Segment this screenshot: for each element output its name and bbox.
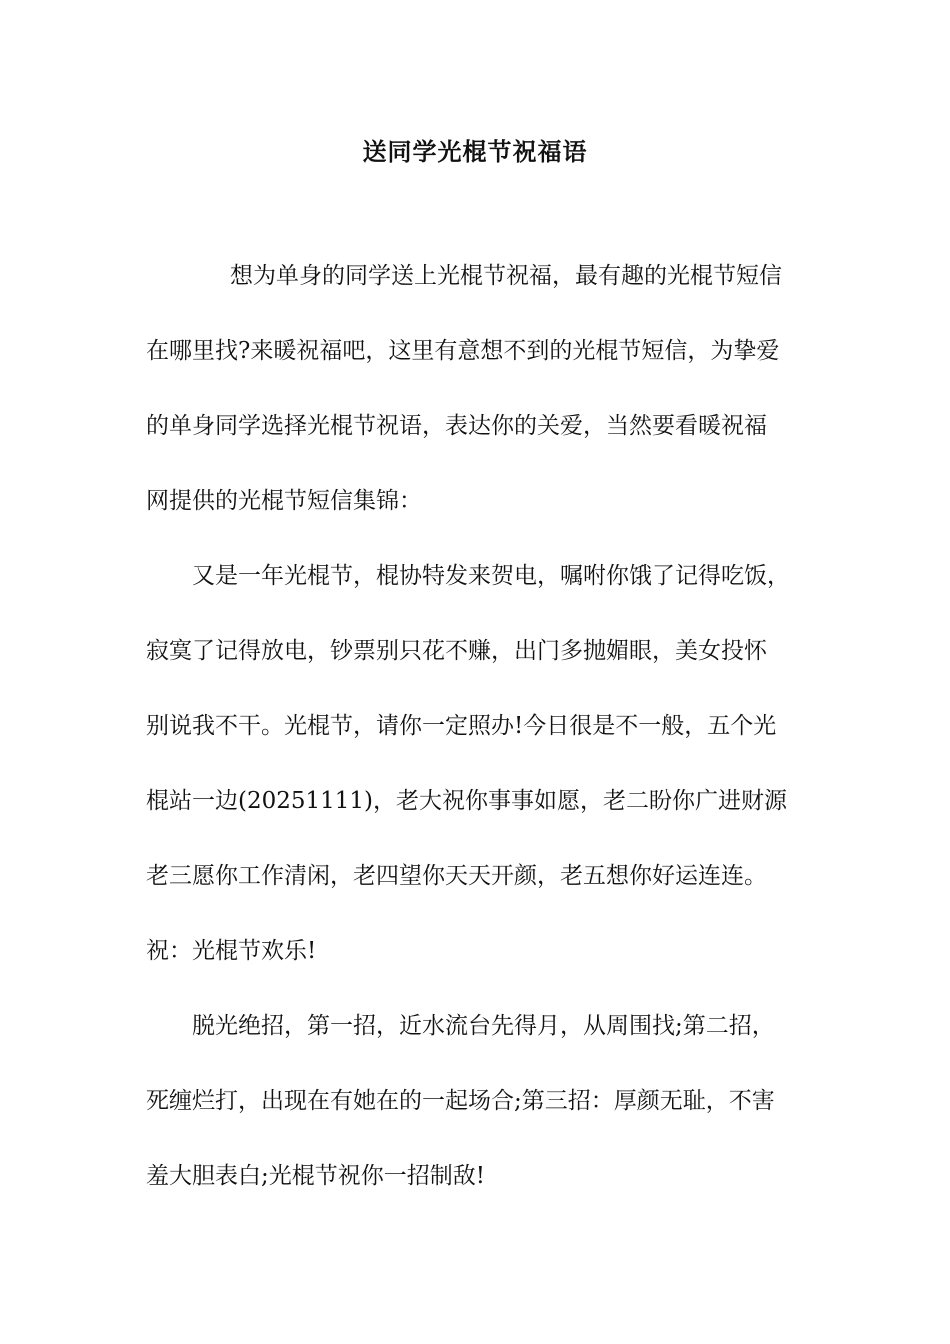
paragraph-line: 想为单身的同学送上光棍节祝福，最有趣的光棍节短信 — [230, 263, 782, 289]
paragraph-line: 在哪里找?来暖祝福吧，这里有意想不到的光棍节短信，为挚爱 — [146, 338, 780, 364]
paragraph-line: 祝：光棍节欢乐! — [146, 938, 317, 964]
paragraph-line: 死缠烂打，出现在有她在的一起场合;第三招：厚颜无耻，不害 — [146, 1088, 775, 1114]
paragraph-line: 的单身同学选择光棍节祝语，表达你的关爱，当然要看暖祝福 — [146, 413, 767, 439]
paragraph-line: 羞大胆表白;光棍节祝你一招制敌! — [146, 1163, 485, 1189]
document-title: 送同学光棍节祝福语 — [362, 137, 588, 166]
paragraph-line: 脱光绝招，第一招，近水流台先得月，从周围找;第二招， — [192, 1013, 775, 1039]
paragraph-line: 棍站一边(20251111)，老大祝你事事如愿，老二盼你广进财源 — [146, 788, 788, 814]
paragraph-line: 网提供的光棍节短信集锦： — [146, 488, 422, 514]
paragraph-line: 寂寞了记得放电，钞票别只花不赚，出门多抛媚眼，美女投怀 — [146, 638, 767, 664]
paragraph-line: 别说我不干。光棍节，请你一定照办!今日很是不一般，五个光 — [146, 713, 777, 739]
paragraph-line: 又是一年光棍节，棍协特发来贺电，嘱咐你饿了记得吃饭， — [192, 563, 790, 589]
paragraph-line: 老三愿你工作清闲，老四望你天天开颜，老五想你好运连连。 — [146, 863, 767, 889]
